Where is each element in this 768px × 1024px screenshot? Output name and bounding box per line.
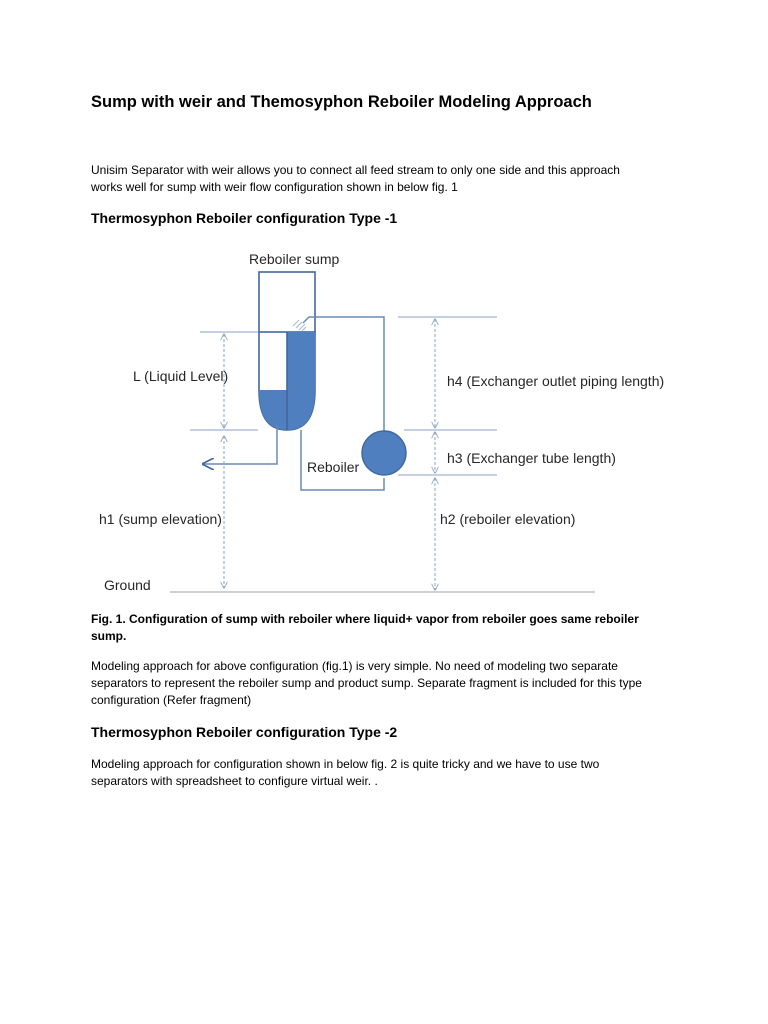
intro-line: Unisim Separator with weir allows you to connect all feed stream to only one side and this approach — [91, 163, 620, 177]
section1-heading: Thermosyphon Reboiler configuration Type -1 — [91, 210, 398, 226]
return-pipe — [303, 317, 384, 433]
h2-label: h2 (reboiler elevation) — [440, 511, 576, 527]
product-outlet-pipe — [203, 425, 277, 464]
modeling-paragraph-1 — [91, 658, 691, 709]
h1-label: h1 (sump elevation) — [99, 511, 222, 527]
caption-line: sump. — [91, 629, 127, 643]
feed-pipe — [301, 430, 384, 490]
paragraph-line: separators to represent the reboiler sump and product sump. Separate fragment is included for this type — [91, 676, 642, 690]
paragraph-line: separators with spreadsheet to configure virtual weir. . — [91, 774, 378, 788]
reboiler-sump-label: Reboiler sump — [249, 251, 340, 267]
paragraph-line: Modeling approach for above configuration (fig.1) is very simple. No need of modeling two separate — [91, 659, 618, 673]
sump-vessel-top — [259, 272, 315, 332]
vapor-spray — [293, 320, 306, 331]
page-title: Sump with weir and Themosyphon Reboiler Modeling Approach — [91, 93, 592, 111]
reboiler-label: Reboiler — [307, 459, 360, 475]
liquid-right — [287, 332, 315, 430]
caption-line: Fig. 1. Configuration of sump with reboiler where liquid+ vapor from reboiler goes same reboiler — [91, 612, 639, 626]
section2-heading: Thermosyphon Reboiler configuration Type -2 — [91, 724, 398, 740]
liquid-left — [259, 390, 287, 430]
intro-paragraph — [91, 162, 691, 196]
modeling-paragraph-2 — [91, 756, 691, 790]
reboiler-exchanger — [362, 431, 406, 475]
h4-label: h4 (Exchanger outlet piping length) — [447, 373, 665, 389]
ground-label: Ground — [104, 577, 151, 593]
liquid-level-label: L (Liquid Level) — [133, 368, 229, 384]
h3-label: h3 (Exchanger tube length) — [447, 450, 616, 466]
figure1-caption — [91, 611, 691, 645]
paragraph-line: configuration (Refer fragment) — [91, 693, 252, 707]
intro-line: works well for sump with weir flow configuration shown in below fig. 1 — [91, 180, 458, 194]
paragraph-line: Modeling approach for configuration shown in below fig. 2 is quite tricky and we have to use two — [91, 757, 600, 771]
sump-vessel-bottom — [259, 332, 315, 430]
